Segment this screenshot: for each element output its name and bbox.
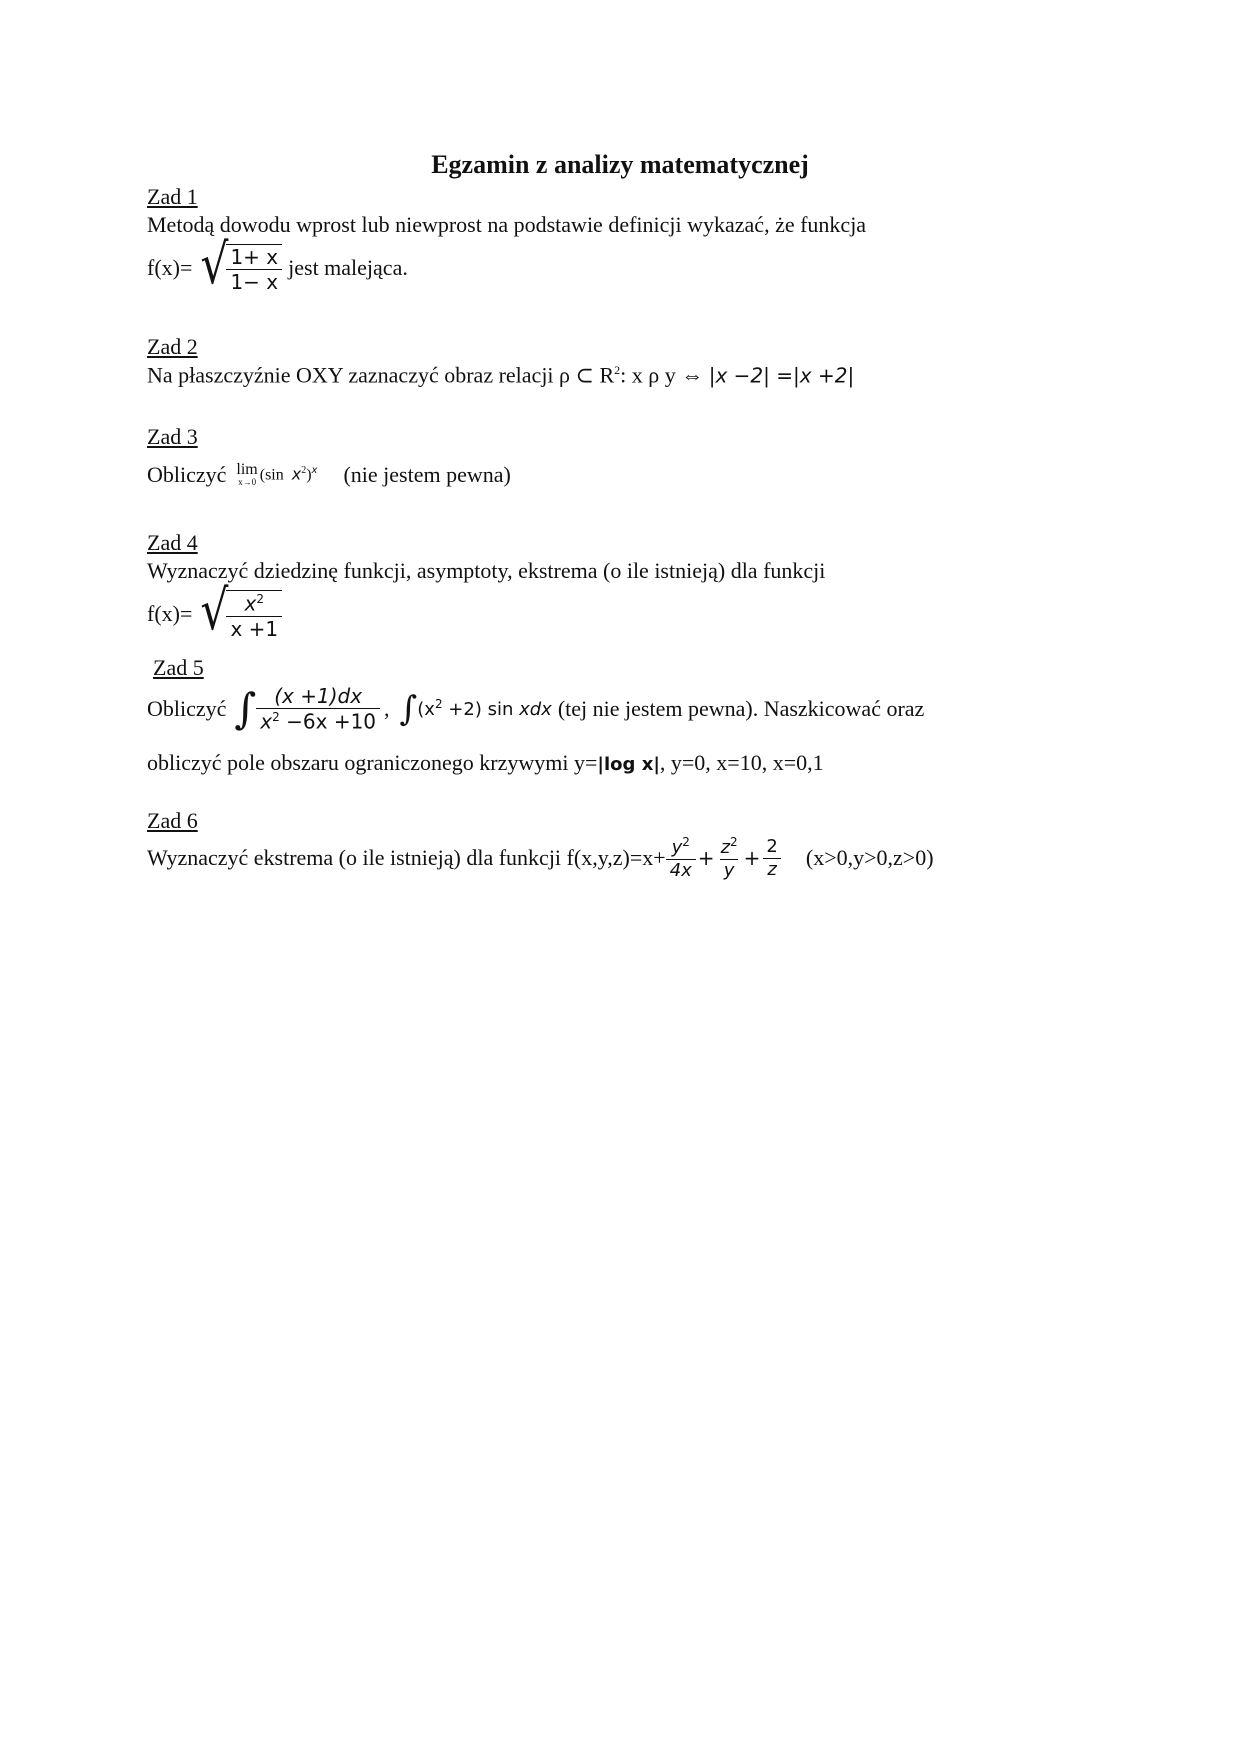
task-1-numerator: 1+ x xyxy=(230,245,279,269)
page-title: Egzamin z analizy matematycznej xyxy=(431,150,809,179)
task-6-frac-1-num xyxy=(668,836,694,859)
task-4-fraction xyxy=(226,593,282,639)
task-5-line-2 xyxy=(147,752,824,774)
task-3-heading: Zad 3 xyxy=(147,424,198,449)
task-2-abs-right: x +2 xyxy=(799,363,848,388)
sqrt-sign: √ xyxy=(200,233,229,297)
task-3-expr-b: ) xyxy=(306,466,312,484)
task-5-label: Obliczyć xyxy=(147,695,227,721)
task-5-int2-sup: 2 xyxy=(434,697,443,712)
task-1-denominator: 1− x xyxy=(226,269,282,292)
task-1-fraction xyxy=(226,247,282,292)
task-2-text-b: : x ρ y ⇔ xyxy=(620,362,704,388)
task-5-comma: , xyxy=(384,695,390,721)
task-4-sqrt xyxy=(200,578,282,643)
task-6-text: Wyznaczyć ekstrema (o ile istnieją) dla funkcji f(x,y,z)=x+ xyxy=(147,845,666,870)
task-4-denominator: x +1 xyxy=(226,616,282,639)
task-5-den-rest: −6x +10 xyxy=(279,709,377,734)
task-2-heading: Zad 2 xyxy=(147,334,198,359)
task-4-sqrt-body xyxy=(226,590,282,639)
task-5-fraction xyxy=(256,686,380,732)
task-5-integral-2 xyxy=(417,698,552,719)
task-6-plus-1: + xyxy=(697,846,715,870)
task-3-lim-word: lim xyxy=(236,461,258,478)
task-4-num-x: x xyxy=(244,591,257,616)
task-1-sqrt-body xyxy=(226,244,282,292)
task-6-frac-1 xyxy=(666,836,696,880)
task-3-expr-a: (sin xyxy=(259,466,284,484)
task-5-int2-b: +2) sin xyxy=(442,699,520,721)
sqrt-sign: √ xyxy=(200,578,229,643)
task-3-note: (nie jestem pewna) xyxy=(343,461,511,487)
task-1-tail: jest malejąca. xyxy=(288,255,408,280)
task-6-f1-den: 4x xyxy=(666,859,696,880)
task-3-expr-supx: x xyxy=(311,464,318,476)
task-3-text xyxy=(147,462,511,487)
task-4-numerator xyxy=(241,593,268,616)
task-6-f3-num: 2 xyxy=(766,835,778,857)
task-1-fx: f(x)= xyxy=(147,255,193,280)
task-5-text-b: (tej nie jestem pewna). Naszkicować oraz xyxy=(557,695,925,721)
task-5-numerator: (x +1)dx xyxy=(274,684,363,708)
task-4-num-sup: 2 xyxy=(256,592,265,606)
task-3-label: Obliczyć xyxy=(147,461,227,487)
task-2-relation: |x −2| =|x +2| xyxy=(708,363,855,388)
task-1-sqrt xyxy=(200,233,282,297)
task-2-text xyxy=(147,364,854,386)
task-6-f2-sup: 2 xyxy=(730,835,738,849)
task-6-frac-2 xyxy=(717,836,742,880)
task-6-frac-2-num xyxy=(717,836,742,859)
task-2-sup: 2 xyxy=(614,363,621,377)
task-4-fx: f(x)= xyxy=(147,601,193,627)
task-2-abs-left: x −2 xyxy=(715,363,764,388)
task-5-line2-a: obliczyć pole obszaru ograniczonego krzywymi y= xyxy=(147,750,598,775)
task-1-text: Metodą dowodu wprost lub niewprost na podstawie definicji wykazać, że funkcja xyxy=(147,212,867,237)
task-4-heading: Zad 4 xyxy=(147,530,198,555)
task-1-formula xyxy=(147,233,408,297)
task-2-text-a: Na płaszczyźnie OXY zaznaczyć obraz relacji ρ ⊂ R xyxy=(147,362,615,388)
task-4-text: Wyznaczyć dziedzinę funkcji, asymptoty, ekstrema (o ile istnieją) dla funkcji xyxy=(147,558,826,583)
task-4-formula xyxy=(147,578,282,643)
task-5-den-x: x xyxy=(260,709,273,734)
integral-sign: ∫ xyxy=(234,683,257,733)
integral-sign: ∫ xyxy=(399,688,418,729)
task-5-abs-log-text: log x xyxy=(604,754,654,775)
task-6-condition: (x>0,y>0,z>0) xyxy=(805,845,934,870)
task-2-eq: = xyxy=(776,363,794,388)
task-6-plus-2: + xyxy=(743,846,761,870)
task-6-f2-num: z xyxy=(720,837,731,858)
task-6-f1-num: y xyxy=(671,837,683,858)
task-5-line-1 xyxy=(147,683,925,734)
task-6-f2-den: y xyxy=(720,859,739,880)
task-6-f1-sup: 2 xyxy=(682,835,690,849)
task-6-f3-den: z xyxy=(763,858,780,879)
task-5-den-sup: 2 xyxy=(272,710,280,724)
task-3-expr xyxy=(260,466,318,483)
task-6-line xyxy=(147,836,934,880)
task-3-expr-x: x xyxy=(291,464,302,484)
task-5-int2-c: xdx xyxy=(519,699,552,721)
task-6-heading: Zad 6 xyxy=(147,808,198,833)
task-3-lim-sub: x→0 xyxy=(238,477,257,487)
task-3-expr-sup2: 2 xyxy=(301,464,307,476)
task-1-heading: Zad 1 xyxy=(147,184,198,209)
task-6-frac-3 xyxy=(762,835,781,880)
task-5-int2-a: (x xyxy=(417,699,435,721)
task-5-heading: Zad 5 xyxy=(153,655,204,680)
task-5-line2-b: , y=0, x=10, x=0,1 xyxy=(659,750,824,775)
task-5-abs-log: |log x| xyxy=(597,754,660,775)
task-3-lim xyxy=(236,462,257,487)
task-5-denominator xyxy=(256,708,380,732)
